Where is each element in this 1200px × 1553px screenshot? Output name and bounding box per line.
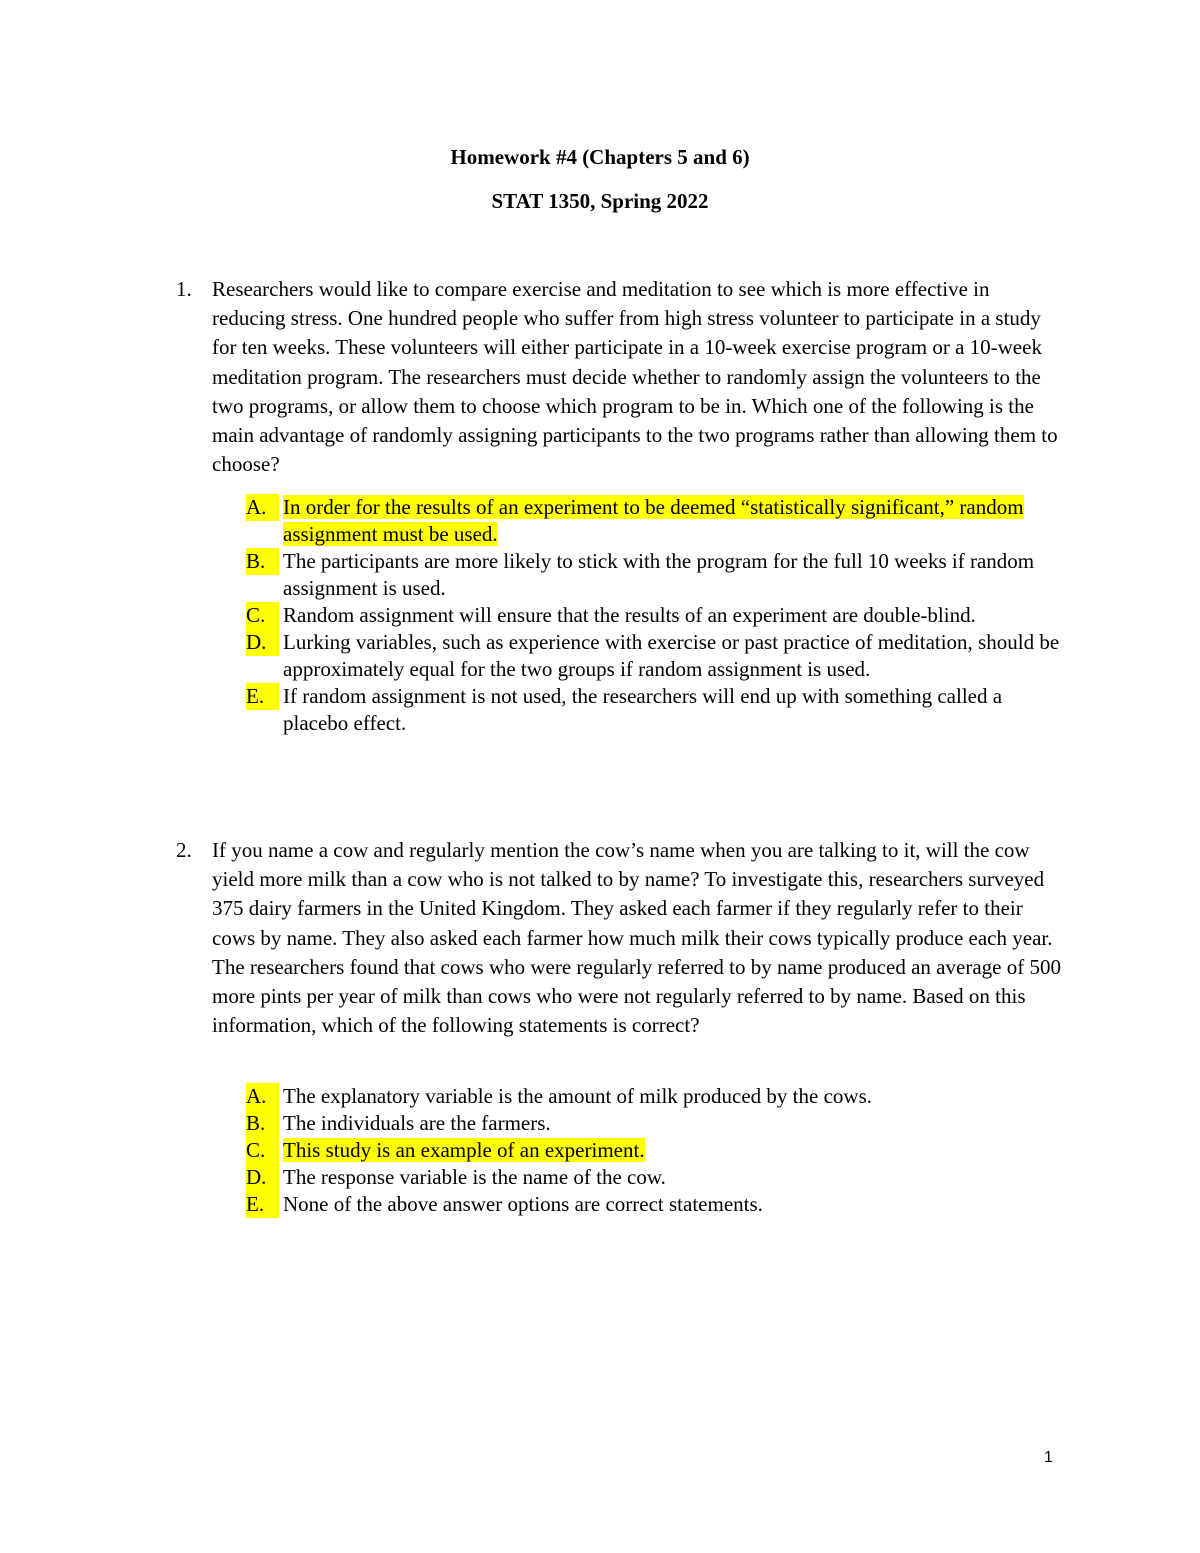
option-text: If random assignment is not used, the researchers will end up with something called a placebo effect. xyxy=(283,684,1003,735)
option-letter: D. xyxy=(246,629,279,656)
option-letter: A. xyxy=(246,494,279,521)
option-letter: E. xyxy=(246,1191,279,1218)
question-text: If you name a cow and regularly mention the cow’s name when you are talking to it, will the cow yield more milk than a cow who is not talked to by name? To investigate this, researchers surveyed 375 dairy farmers in the United Kingdom. They asked each farmer if they regularly refer to their cows by name. They also asked each farmer how much milk their cows typically produce each year. The researchers found that cows who were regularly referred to by name produced an average of 500 more pints per year of milk than cows who were not regularly referred to by name. Based on this information, which of the following statements is correct? xyxy=(212,838,1061,1038)
question-number: 1. xyxy=(176,277,192,301)
option-d xyxy=(246,1164,1066,1191)
option-letter: A. xyxy=(246,1083,279,1110)
option-text: The individuals are the farmers. xyxy=(283,1111,551,1135)
question-text: Researchers would like to compare exercise and meditation to see which is more effective in reducing stress. One hundred people who suffer from high stress volunteer to participate in a study for ten weeks. These volunteers will either participate in a 10-week exercise program or a 10-week meditation program. The researchers must decide whether to randomly assign the volunteers to the two programs, or allow them to choose which program to be in. Which one of the following is the main advantage of randomly assigning participants to the two programs rather than allowing them to choose? xyxy=(212,277,1058,477)
option-letter: D. xyxy=(246,1164,279,1191)
option-text: Lurking variables, such as experience with exercise or past practice of meditation, should be approximately equal for the two groups if random assignment is used. xyxy=(283,630,1060,681)
question-2 xyxy=(176,836,1066,1040)
option-d xyxy=(246,629,1066,683)
document-subtitle: STAT 1350, Spring 2022 xyxy=(491,189,709,213)
option-letter: C. xyxy=(246,602,279,629)
option-text: This study is an example of an experiment. xyxy=(283,1138,645,1162)
option-b xyxy=(246,548,1066,602)
question-2-options xyxy=(246,1083,1066,1218)
option-c xyxy=(246,602,1066,629)
option-letter: B. xyxy=(246,1110,279,1137)
option-c xyxy=(246,1137,1066,1164)
option-a xyxy=(246,1083,1066,1110)
option-text: Random assignment will ensure that the results of an experiment are double-blind. xyxy=(283,603,976,627)
option-e xyxy=(246,683,1066,737)
option-text: The explanatory variable is the amount of milk produced by the cows. xyxy=(283,1084,872,1108)
option-letter: C. xyxy=(246,1137,279,1164)
document-title: Homework #4 (Chapters 5 and 6) xyxy=(450,145,750,169)
option-e xyxy=(246,1191,1066,1218)
question-1-options xyxy=(246,494,1066,737)
option-text: The response variable is the name of the cow. xyxy=(283,1165,666,1189)
question-1 xyxy=(176,275,1066,479)
page-number: 1 xyxy=(1044,1449,1053,1466)
option-b xyxy=(246,1110,1066,1137)
option-text: None of the above answer options are correct statements. xyxy=(283,1192,763,1216)
option-text: The participants are more likely to stick with the program for the full 10 weeks if random assignment is used. xyxy=(283,549,1035,600)
question-number: 2. xyxy=(176,838,192,862)
option-letter: B. xyxy=(246,548,279,575)
option-letter: E. xyxy=(246,683,279,710)
option-a xyxy=(246,494,1066,548)
option-text: In order for the results of an experiment to be deemed “statistically significant,” random assignment must be used. xyxy=(283,495,1024,546)
